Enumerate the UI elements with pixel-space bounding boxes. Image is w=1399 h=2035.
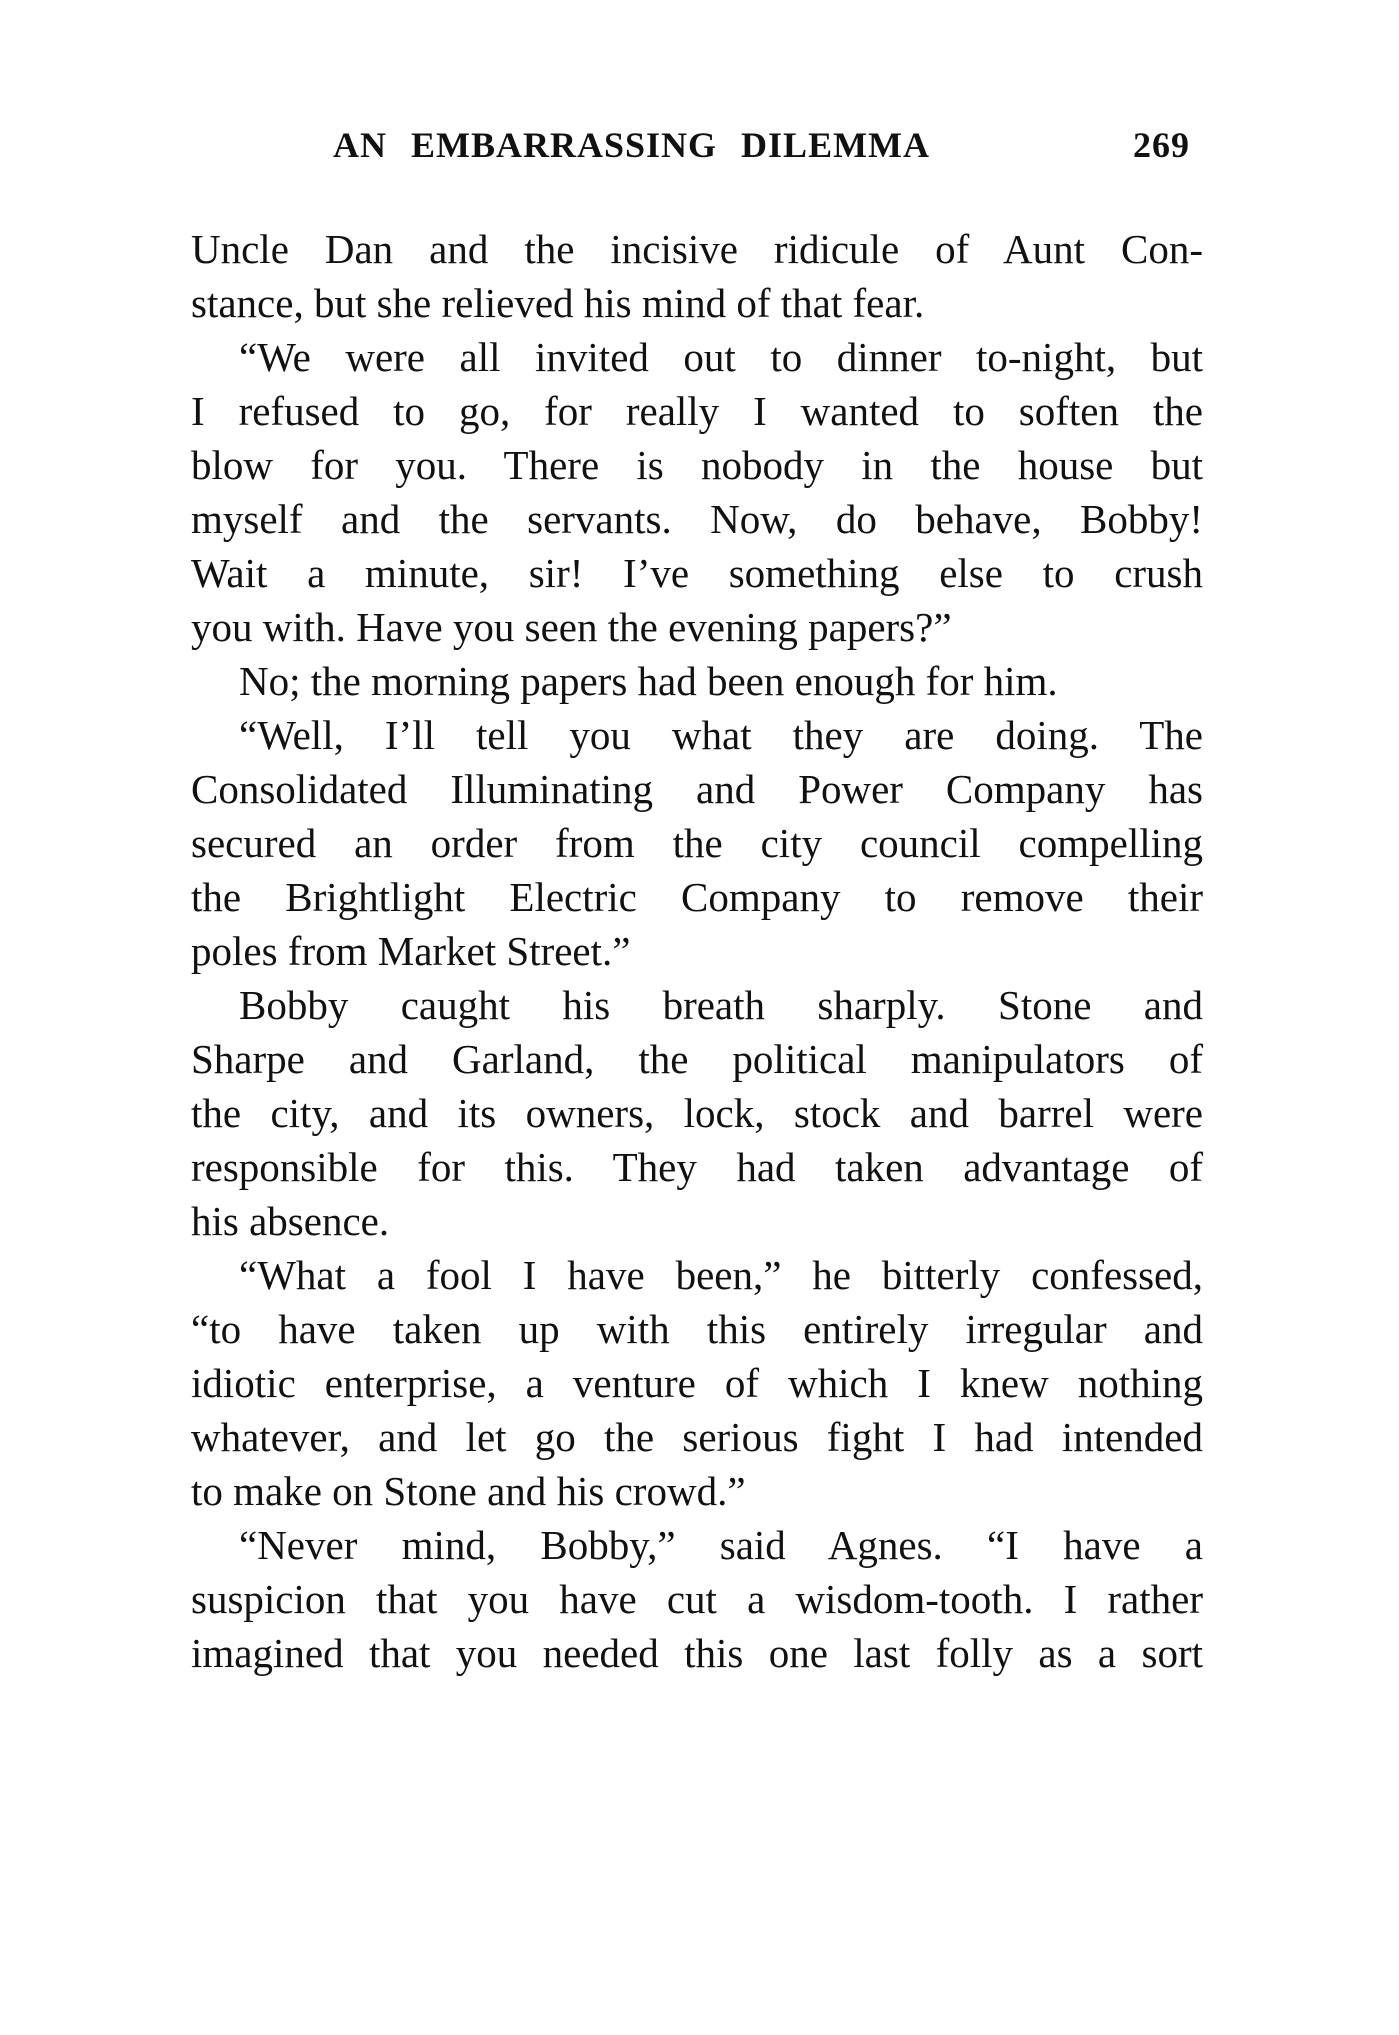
text-line: Uncle Dan and the incisive ridicule of Aunt Con-	[191, 226, 1203, 272]
text-line: Bobby caught his breath sharply. Stone and	[239, 982, 1203, 1028]
paragraph	[191, 330, 1203, 654]
text-line: stance, but she relieved his mind of that fear.	[191, 280, 925, 326]
paragraph	[191, 978, 1203, 1248]
text-line: idiotic enterprise, a venture of which I knew nothing	[191, 1360, 1203, 1406]
text-line: “to have taken up with this entirely irregular and	[191, 1306, 1203, 1352]
text-line: poles from Market Street.”	[191, 928, 631, 974]
paragraph	[191, 654, 1203, 708]
text-line: secured an order from the city council compelling	[191, 820, 1203, 866]
text-line: suspicion that you have cut a wisdom-tooth. I rather	[191, 1576, 1203, 1622]
text-line: I refused to go, for really I wanted to soften the	[191, 388, 1203, 434]
text-line: “We were all invited out to dinner to-night, but	[239, 334, 1203, 380]
text-line: Sharpe and Garland, the political manipulators of	[191, 1036, 1203, 1082]
text-line: “Never mind, Bobby,” said Agnes. “I have a	[239, 1522, 1203, 1568]
page-body	[191, 222, 1203, 1680]
text-line: Wait a minute, sir! I’ve something else to crush	[191, 550, 1203, 596]
text-line: Consolidated Illuminating and Power Company has	[191, 766, 1203, 812]
text-line: imagined that you needed this one last folly as a sort	[191, 1630, 1203, 1676]
text-line: myself and the servants. Now, do behave, Bobby!	[191, 496, 1203, 542]
paragraph	[191, 1518, 1203, 1680]
text-line: to make on Stone and his crowd.”	[191, 1468, 746, 1514]
text-line: blow for you. There is nobody in the house but	[191, 442, 1203, 488]
paragraph	[191, 1248, 1203, 1518]
paragraph	[191, 222, 1203, 330]
text-line: responsible for this. They had taken advantage of	[191, 1144, 1203, 1190]
text-line: the city, and its owners, lock, stock and barrel were	[191, 1090, 1203, 1136]
running-header	[333, 124, 1190, 174]
text-line: his absence.	[191, 1198, 390, 1244]
text-line: the Brightlight Electric Company to remove their	[191, 874, 1203, 920]
text-line: “What a fool I have been,” he bitterly confessed,	[239, 1252, 1203, 1298]
text-line: whatever, and let go the serious fight I had intended	[191, 1414, 1203, 1460]
chapter-title: AN EMBARRASSING DILEMMA	[333, 125, 931, 165]
text-line: No; the morning papers had been enough for him.	[239, 658, 1058, 704]
page-number: 269	[1133, 125, 1190, 165]
text-line: “Well, I’ll tell you what they are doing. The	[239, 712, 1203, 758]
text-line: you with. Have you seen the evening papers?”	[191, 604, 952, 650]
paragraph	[191, 708, 1203, 978]
